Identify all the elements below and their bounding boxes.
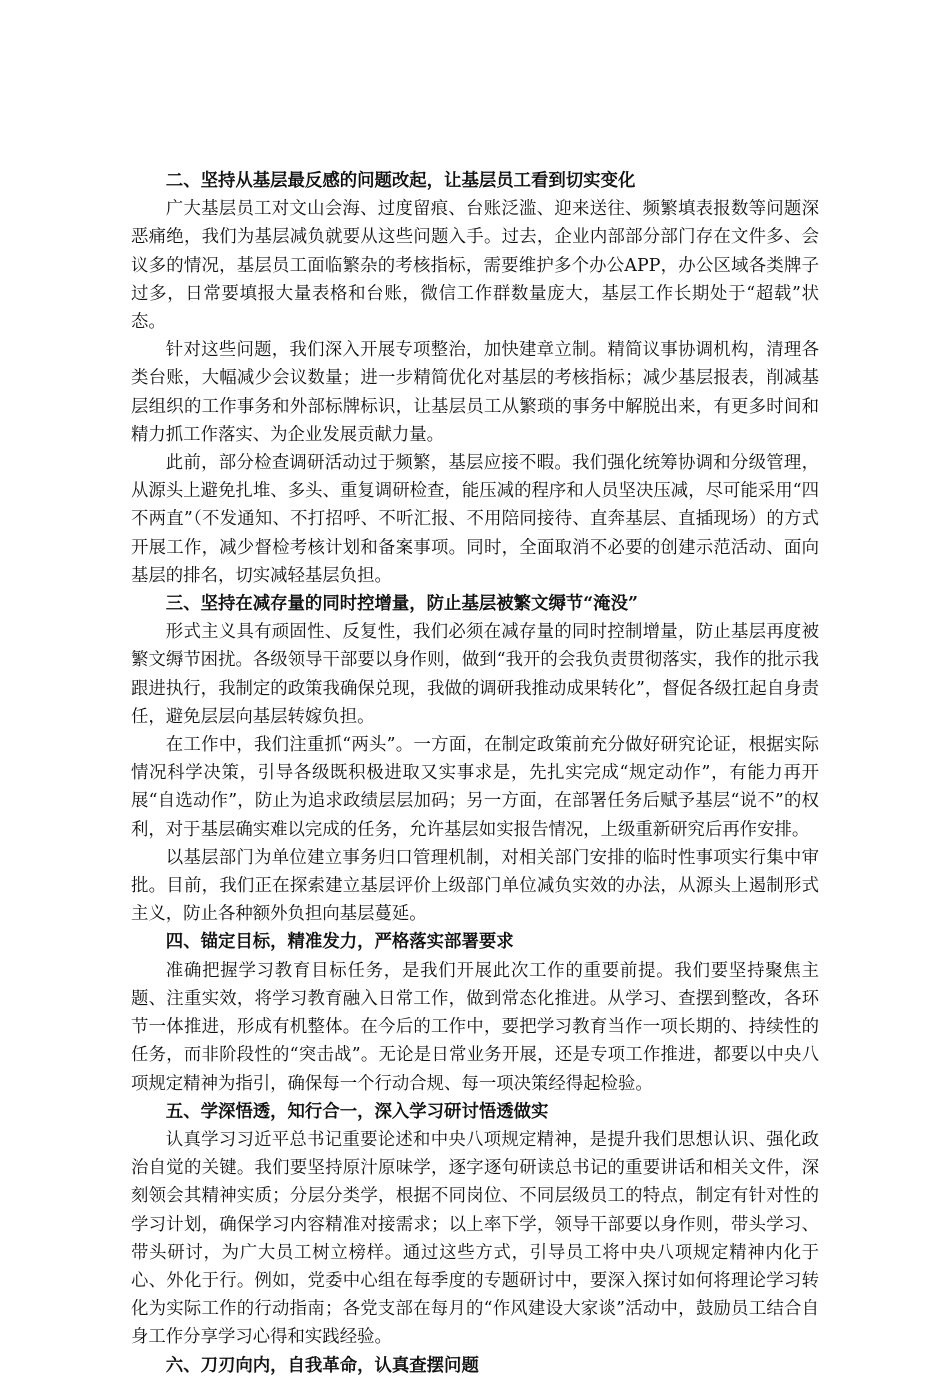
paragraph: 以基层部门为单位建立事务归口管理机制，对相关部门安排的临时性事项实行集中审批。目前，我们正在探索建立基层评价上级部门单位减负实效的办法，从源头上遏制形式主义，防止各种额外负担向基层蔓延。 (131, 847, 819, 925)
paragraph: 针对这些问题，我们深入开展专项整治，加快建章立制。精简议事协调机构，清理各类台账，大幅减少会议数量；进一步精简优化对基层的考核指标；减少基层报表，削减基层组织的工作事务和外部标牌标识，让基层员工从繁琐的事务中解脱出来，有更多时间和精力抓工作落实、为企业发展贡献力量。 (131, 340, 819, 445)
section-heading-3: 三、坚持在减存量的同时控增量，防止基层被繁文缛节“淹没” (165, 594, 638, 615)
section-heading-5: 五、学深悟透，知行合一，深入学习研讨悟透做实 (165, 1101, 549, 1122)
section-heading-6: 六、刀刃向内，自我革命，认真查摆问题 (165, 1355, 479, 1376)
paragraph: 广大基层员工对文山会海、过度留痕、台账泛滥、迎来送往、频繁填表报数等问题深恶痛绝，我们为基层减负就要从这些问题入手。过去，企业内部部分部门存在文件多、会议多的情况，基层员工面临繁杂的考核指标，需要维护多个办公APP，办公区域各类牌子过多，日常要填报大量表格和台账，微信工作群数量庞大，基层工作长期处于“超载”状态。 (131, 199, 819, 333)
document-body (131, 167, 819, 1380)
paragraph: 形式主义具有顽固性、反复性，我们必须在减存量的同时控制增量，防止基层再度被繁文缛节困扰。各级领导干部要以身作则，做到“我开的会我负责贯彻落实，我作的批示我跟进执行，我制定的政策我确保兑现，我做的调研我推动成果转化”，督促各级扛起自身责任，避免层层向基层转嫁负担。 (131, 622, 819, 727)
section-heading-2: 二、坚持从基层最反感的问题改起，让基层员工看到切实变化 (165, 171, 636, 191)
section-heading-4: 四、锚定目标，精准发力，严格落实部署要求 (165, 932, 514, 953)
paragraph: 此前，部分检查调研活动过于频繁，基层应接不暇。我们强化统筹协调和分级管理，从源头上避免扎堆、多头、重复调研检查，能压减的程序和人员坚决压减，尽可能采用“四不两直”（不发通知、不打招呼、不听汇报、不用陪同接待、直奔基层、直插现场）的方式开展工作，减少督检考核计划和备案事项。同时，全面取消不必要的创建示范活动、面向基层的排名，切实减轻基层负担。 (131, 453, 819, 586)
paragraph: 在工作中，我们注重抓“两头”。一方面，在制定政策前充分做好研究论证，根据实际情况科学决策，引导各级既积极进取又实事求是，先扎实完成“规定动作”，有能力再开展“自选动作”，防止为追求政绩层层加码；另一方面，在部署任务后赋予基层“说不”的权利，对于基层确实难以完成的任务，允许基层如实报告情况，上级重新研究后再作安排。 (131, 735, 819, 840)
paragraph: 认真学习习近平总书记重要论述和中央八项规定精神，是提升我们思想认识、强化政治自觉的关键。我们要坚持原汁原味学，逐字逐句研读总书记的重要讲话和相关文件，深刻领会其精神实质；分层分类学，根据不同岗位、不同层级员工的特点，制定有针对性的学习计划，确保学习内容精准对接需求；以上率下学，领导干部要以身作则，带头学习、带头研讨，为广大员工树立榜样。通过这些方式，引导员工将中央八项规定精神内化于心、外化于行。例如，党委中心组在每季度的专题研讨中，要深入探讨如何将理论学习转化为实际工作的行动指南；各党支部在每月的“作风建设大家谈”活动中，鼓励员工结合自身工作分享学习心得和实践经验。 (131, 1129, 819, 1348)
paragraph: 准确把握学习教育目标任务，是我们开展此次工作的重要前提。我们要坚持聚焦主题、注重实效，将学习教育融入日常工作，做到常态化推进。从学习、查摆到整改，各环节一体推进，形成有机整体。在今后的工作中，要把学习教育当作一项长期的、持续性的任务，而非阶段性的“突击战”。无论是日常业务开展，还是专项工作推进，都要以中央八项规定精神为指引，确保每一个行动合规、每一项决策经得起检验。 (131, 960, 819, 1094)
